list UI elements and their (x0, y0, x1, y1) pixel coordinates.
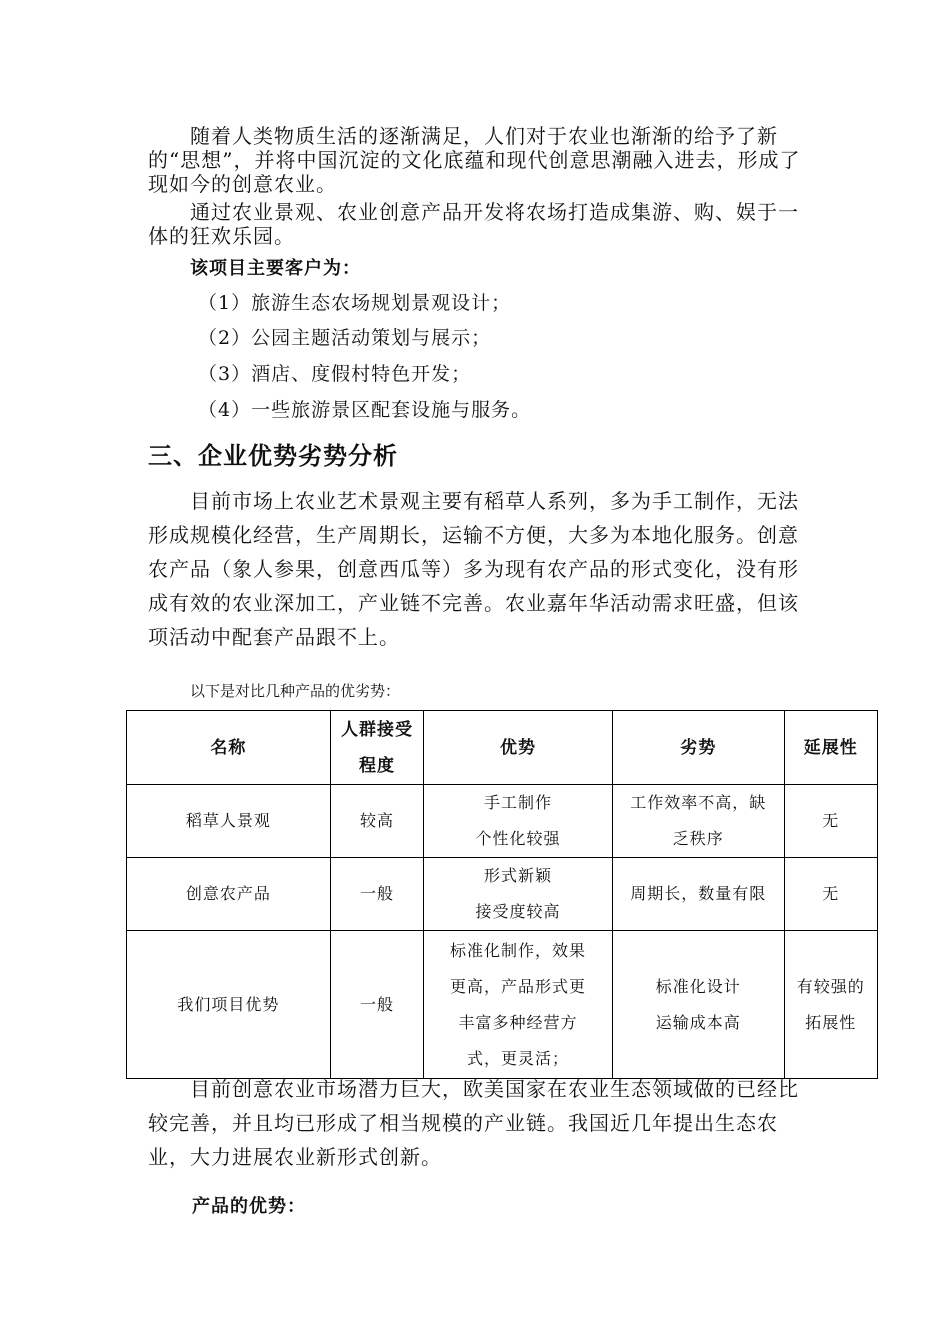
header-name: 名称 (127, 711, 331, 785)
product-advantages-heading: 产品的优势： (192, 1196, 306, 1217)
cell-disadvantage: 标准化设计 运输成本高 (612, 931, 784, 1079)
cell-extensibility: 有较强的 拓展性 (784, 931, 877, 1079)
header-acceptance: 人群接受 程度 (330, 711, 423, 785)
table-caption: 以下是对比几种产品的优劣势： (190, 682, 401, 700)
table-row (127, 785, 878, 858)
cell-disadvantage: 周期长，数量有限 (612, 858, 784, 931)
intro-paragraph-1: 随着人类物质生活的逐渐满足，人们对于农业也渐渐的给予了新的“思想”，并将中国沉淀的文化底蕴和现代创意思潮融入进去，形成了现如今的创意农业。 (148, 124, 801, 196)
header-advantage: 优势 (424, 711, 613, 785)
customer-item-1: （1）旅游生态农场规划景观设计； (198, 292, 512, 314)
table-row (127, 931, 878, 1079)
customer-item-4: （4）一些旅游景区配套设施与服务。 (198, 399, 532, 421)
cell-acceptance: 较高 (330, 785, 423, 858)
section-title: 三、企业优势劣势分析 (148, 442, 398, 470)
intro-paragraph-2: 通过农业景观、农业创意产品开发将农场打造成集游、购、娱于一体的狂欢乐园。 (148, 200, 799, 248)
cell-extensibility: 无 (784, 785, 877, 858)
cell-disadvantage: 工作效率不高，缺 乏秩序 (612, 785, 784, 858)
market-analysis-paragraph: 目前市场上农业艺术景观主要有稻草人系列，多为手工制作，无法形成规模化经营，生产周期长，运输不方便，大多为本地化服务。创意农产品（象人参果，创意西瓜等）多为现有农产品的形式变化，没有形成有效的农业深加工，产业链不完善。农业嘉年华活动需求旺盛，但该项活动中配套产品跟不上。 (148, 489, 799, 649)
cell-advantage: 手工制作 个性化较强 (424, 785, 613, 858)
cell-advantage: 标准化制作，效果 更高，产品形式更 丰富多种经营方 式，更灵活； (424, 931, 613, 1079)
customer-item-2: （2）公园主题活动策划与展示； (198, 327, 492, 349)
cell-name: 创意农产品 (127, 858, 331, 931)
cell-name: 稻草人景观 (127, 785, 331, 858)
cell-advantage: 形式新颖 接受度较高 (424, 858, 613, 931)
cell-name: 我们项目优势 (127, 931, 331, 1079)
cell-acceptance: 一般 (330, 931, 423, 1079)
table-header-row (127, 711, 878, 785)
comparison-table (126, 710, 878, 1079)
header-disadvantage: 劣势 (612, 711, 784, 785)
header-extensibility: 延展性 (784, 711, 877, 785)
customer-item-3: （3）酒店、度假村特色开发； (198, 363, 472, 385)
cell-extensibility: 无 (784, 858, 877, 931)
market-potential-paragraph: 目前创意农业市场潜力巨大，欧美国家在农业生态领域做的已经比较完善，并且均已形成了相当规模的产业链。我国近几年提出生态农业，大力进展农业新形式创新。 (148, 1077, 799, 1169)
table-row (127, 858, 878, 931)
cell-acceptance: 一般 (330, 858, 423, 931)
customers-heading: 该项目主要客户为： (190, 258, 361, 279)
